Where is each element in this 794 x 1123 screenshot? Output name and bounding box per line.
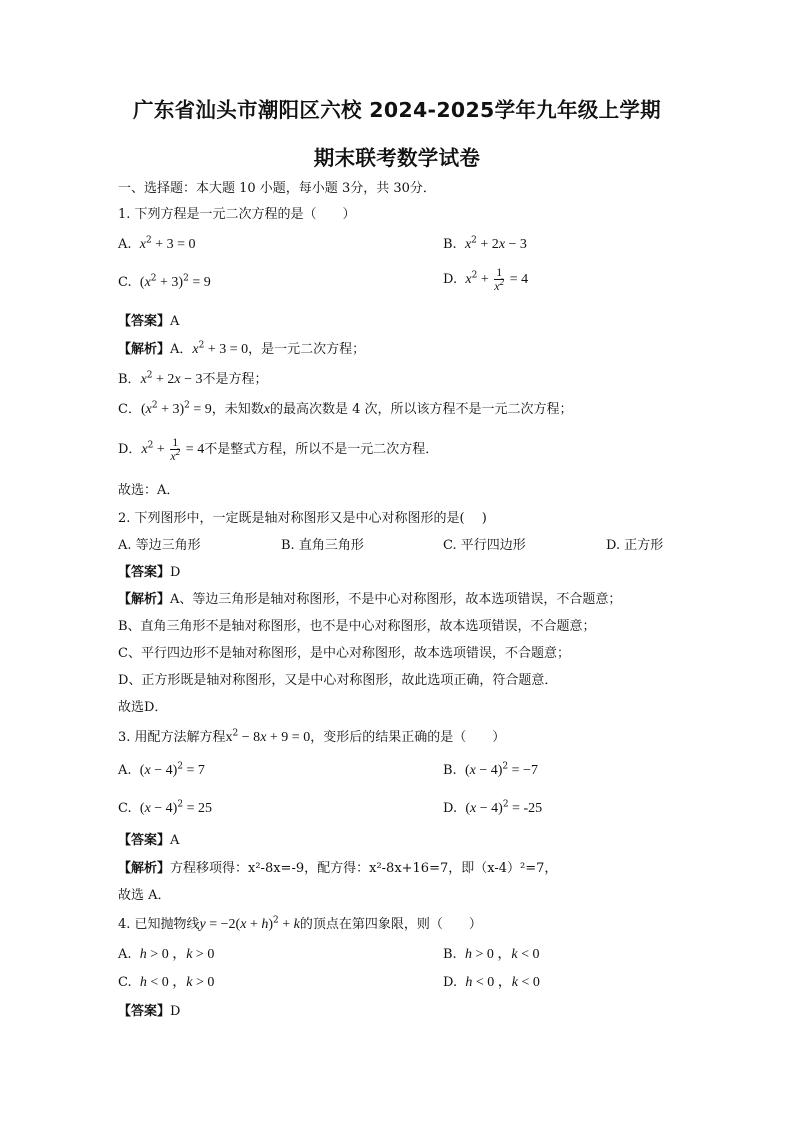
q4-answer: 【答案】D bbox=[118, 1004, 181, 1019]
q2-analysis-line4: D、正方形既是轴对称图形，又是中心对称图形，故此选项正确，符合题意． bbox=[118, 673, 558, 688]
q1-conclusion: 故选：A． bbox=[118, 483, 180, 498]
q2-analysis-line1: 【解析】A、等边三角形是轴对称图形，不是中心对称图形，故本选项错误，不合题意； bbox=[118, 592, 622, 607]
q2-option-d: D. 正方形 bbox=[606, 538, 664, 553]
q2-option-a: A. 等边三角形 bbox=[118, 538, 201, 553]
q1-answer: 【答案】A bbox=[118, 314, 180, 329]
q3-option-b: B. $(x - 4)^2 = -7$ bbox=[443, 761, 538, 778]
question-4-stem: 4. 已知抛物线$y = -2(x + h)^2 + k$的顶点在第四象限，则（ ） bbox=[118, 915, 482, 932]
section-heading: 一、选择题：本大题 10 小题，每小题 3分，共 30分． bbox=[118, 181, 436, 196]
question-3-stem: 3. 用配方法解方程$x^2 - 8x + 9 = 0$，变形后的结果正确的是（ ） bbox=[118, 728, 506, 745]
q1-analysis-b: B．$x^2 + 2x - 3$不是方程； bbox=[118, 370, 268, 387]
document-title-line2: 期末联考数学试卷 bbox=[313, 146, 481, 170]
question-1-stem: 1. 下列方程是一元二次方程的是（ ） bbox=[118, 207, 356, 222]
q3-option-c: C. $(x - 4)^2 = 25$ bbox=[118, 799, 212, 816]
q3-analysis: 【解析】方程移项得：x²-8x=-9，配方得：x²-8x+16=7，即（x-4）²=7， bbox=[118, 861, 558, 876]
q1-option-a: A. $x^2 + 3 = 0$ bbox=[118, 235, 196, 252]
q3-option-d: D. $(x - 4)^2 = -25$ bbox=[443, 799, 543, 816]
question-2-stem: 2. 下列图形中，一定既是轴对称图形又是中心对称图形的是( ) bbox=[118, 511, 487, 526]
q1-option-c: C. $(x^2 + 3)^2 = 9$ bbox=[118, 273, 211, 290]
document-title-line1: 广东省汕头市潮阳区六校 2024-2025学年九年级上学期 bbox=[133, 98, 661, 122]
q2-option-b: B. 直角三角形 bbox=[281, 538, 364, 553]
q2-answer: 【答案】D bbox=[118, 565, 181, 580]
q2-analysis-line3: C、平行四边形不是轴对称图形，是中心对称图形，故本选项错误，不合题意； bbox=[118, 646, 570, 661]
q2-conclusion: 故选D． bbox=[118, 700, 168, 715]
q2-analysis-line2: B、直角三角形不是轴对称图形，也不是中心对称图形，故本选项错误，不合题意； bbox=[118, 619, 596, 634]
q1-analysis-c: C．$(x^2 + 3)^2 = 9$，未知数x的最高次数是 4 次，所以该方程不是一元二次方程； bbox=[118, 400, 573, 417]
q3-answer: 【答案】A bbox=[118, 833, 180, 848]
q1-option-d: D. $x^2$ + $\frac{1}{x^2}$ = 4 bbox=[443, 265, 529, 293]
q2-option-c: C. 平行四边形 bbox=[443, 538, 526, 553]
q4-option-b: B. h > 0 ，k < 0 bbox=[443, 947, 540, 962]
q3-option-a: A. $(x - 4)^2 = 7$ bbox=[118, 761, 205, 778]
q1-analysis-d: D．$x^2$ + $\frac{1}{x^2}$ = 4不是整式方程，所以不是一元二次方程． bbox=[118, 435, 439, 463]
q1-analysis-a: 【解析】A．$x^2 + 3 = 0$，是一元二次方程； bbox=[118, 340, 366, 357]
q4-option-d: D. h < 0 ，k < 0 bbox=[443, 975, 540, 990]
q3-conclusion: 故选 A． bbox=[118, 888, 171, 903]
q4-option-c: C. h < 0 ，k > 0 bbox=[118, 975, 215, 990]
q1-option-b: B. $x^2 + 2x - 3$ bbox=[443, 235, 527, 252]
q4-option-a: A. h > 0 ，k > 0 bbox=[118, 947, 215, 962]
